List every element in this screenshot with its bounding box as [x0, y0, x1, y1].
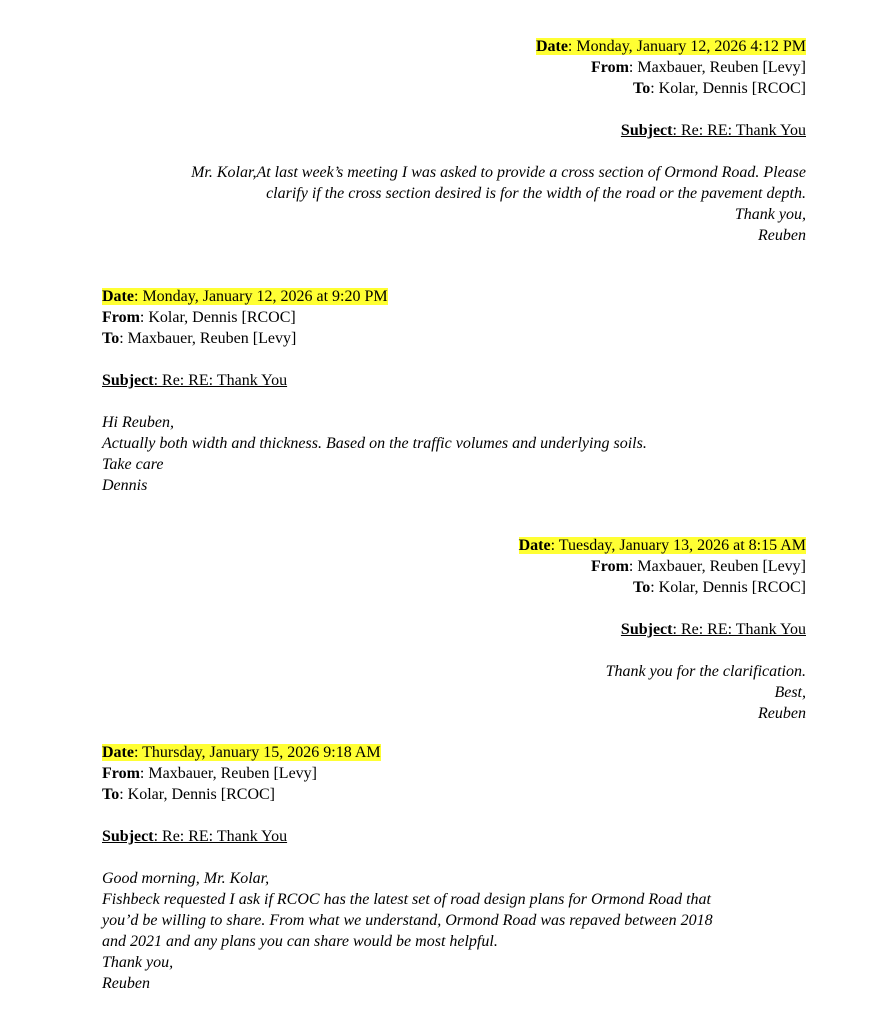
email-body [191, 162, 806, 246]
body-line: Dennis [102, 477, 148, 494]
date-label: Date [518, 537, 551, 554]
body-line: Best, [774, 684, 806, 701]
body-line: Reuben [758, 227, 806, 244]
subject-value: Re: RE: Thank You [680, 122, 806, 139]
from-value: Maxbauer, Reuben [Levy] [148, 765, 317, 782]
body-line: Hi Reuben, [102, 414, 174, 431]
email-body [102, 412, 647, 496]
email-message-1: Date: Monday, January 12, 2026 4:12 PM From: Maxbauer, Reuben [Levy] To: Kolar, Dennis [RCOC] Subject: Re: RE: Thank You Mr. Kolar,At last week’s meeting I was asked to provide a cross section of Ormond Road. Please clarify if the cross section desired is for the width of the road or the pavement depth. Thank you, Reuben [191, 38, 806, 244]
email-message-3: Date: Tuesday, January 13, 2026 at 8:15 AM From: Maxbauer, Reuben [Levy] To: Kolar, Dennis [RCOC] Subject: Re: RE: Thank You Thank you for the clarification. Best, Reuben [518, 537, 806, 722]
subject-value: Re: RE: Thank You [680, 621, 806, 638]
date-label: Date [535, 38, 568, 55]
date-label: Date [102, 288, 134, 305]
body-line: Mr. Kolar,At last week’s meeting I was asked to provide a cross section of Ormond Road. Please [191, 164, 806, 181]
to-label: To [633, 80, 651, 97]
subject-value: Re: RE: Thank You [162, 372, 288, 389]
date-value: Monday, January 12, 2026 4:12 PM [576, 38, 806, 55]
body-line: Reuben [102, 975, 150, 992]
email-message-2: Date: Monday, January 12, 2026 at 9:20 PM From: Kolar, Dennis [RCOC] To: Maxbauer, Reuben [Levy] Subject: Re: RE: Thank You Hi Reuben, Actually both width and thickness. Based on the traffic volumes and underlying soils. Take care Dennis [102, 288, 647, 494]
to-label: To [102, 786, 120, 803]
subject-label: Subject [102, 828, 154, 845]
body-line: Thank you for the clarification. [605, 663, 806, 680]
from-value: Maxbauer, Reuben [Levy] [637, 558, 806, 575]
body-line: Good morning, Mr. Kolar, [102, 870, 270, 887]
body-line: Thank you, [102, 954, 174, 971]
date-value: Tuesday, January 13, 2026 at 8:15 AM [558, 537, 806, 554]
date-highlight: Date: Monday, January 12, 2026 4:12 PM [535, 38, 806, 55]
from-label: From [591, 558, 629, 575]
to-value: Maxbauer, Reuben [Levy] [127, 330, 297, 347]
from-label: From [102, 765, 140, 782]
email-message-4: Date: Thursday, January 15, 2026 9:18 AM From: Maxbauer, Reuben [Levy] To: Kolar, Dennis [RCOC] Subject: Re: RE: Thank You Good morning, Mr. Kolar, Fishbeck requested I ask if RCOC has the latest set of road design plans for Ormond Road that you’d be willing to share. From what we understand, Ormond Road was repaved between 2018 and 2021 and any plans you can share would be most helpful. Thank you, Reuben [102, 744, 713, 992]
body-line: Actually both width and thickness. Based on the traffic volumes and underlying soils. [102, 435, 647, 452]
body-line: Fishbeck requested I ask if RCOC has the latest set of road design plans for Ormond Road that [102, 891, 711, 908]
body-line: clarify if the cross section desired is for the width of the road or the pavement depth. [266, 185, 806, 202]
subject-label: Subject [102, 372, 154, 389]
to-label: To [102, 330, 120, 347]
to-value: Kolar, Dennis [RCOC] [658, 80, 806, 97]
date-value: Monday, January 12, 2026 at 9:20 PM [142, 288, 388, 305]
to-value: Kolar, Dennis [RCOC] [658, 579, 806, 596]
body-line: you’d be willing to share. From what we understand, Ormond Road was repaved between 2018 [102, 912, 713, 929]
from-label: From [102, 309, 140, 326]
date-highlight: Date: Thursday, January 15, 2026 9:18 AM [102, 744, 381, 761]
email-body [102, 868, 713, 994]
subject-value: Re: RE: Thank You [162, 828, 288, 845]
date-highlight: Date: Monday, January 12, 2026 at 9:20 PM [102, 288, 388, 305]
subject-label: Subject [620, 621, 673, 638]
to-label: To [633, 579, 651, 596]
email-body [519, 661, 806, 724]
date-label: Date [102, 744, 134, 761]
body-line: Thank you, [734, 206, 806, 223]
from-value: Maxbauer, Reuben [Levy] [637, 59, 806, 76]
body-line: Take care [102, 456, 164, 473]
from-label: From [591, 59, 629, 76]
date-highlight: Date: Tuesday, January 13, 2026 at 8:15 AM [518, 537, 806, 554]
from-value: Kolar, Dennis [RCOC] [148, 309, 296, 326]
subject-label: Subject [620, 122, 673, 139]
body-line: and 2021 and any plans you can share would be most helpful. [102, 933, 498, 950]
date-value: Thursday, January 15, 2026 9:18 AM [142, 744, 381, 761]
to-value: Kolar, Dennis [RCOC] [127, 786, 275, 803]
body-line: Reuben [758, 705, 806, 722]
